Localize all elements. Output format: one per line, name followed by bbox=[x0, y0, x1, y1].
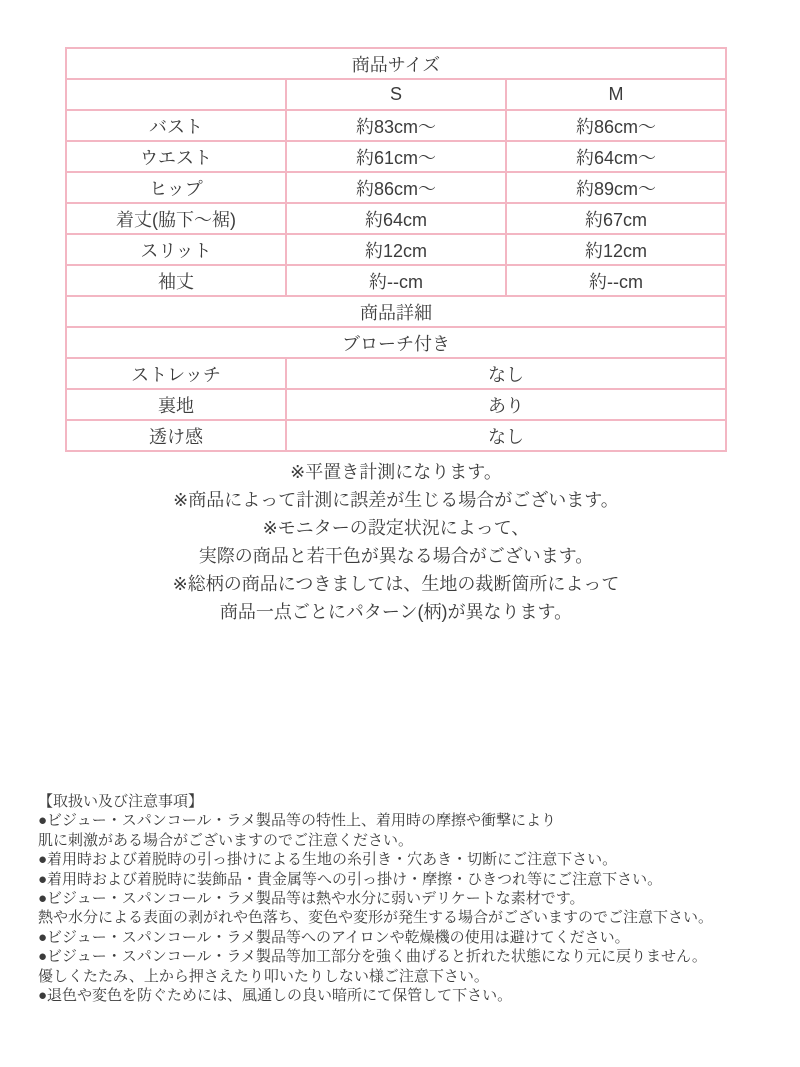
row-label: バスト bbox=[66, 110, 286, 141]
details-header: 商品詳細 bbox=[66, 296, 726, 327]
table-row-hip bbox=[66, 172, 726, 203]
row-label: 透け感 bbox=[66, 420, 286, 451]
measurement-note-line: ※商品によって計測に誤差が生じる場合がございます。 bbox=[173, 490, 619, 510]
handling-note-line: ●着用時および着脱時の引っ掛けによる生地の糸引き・穴あき・切断にご注意下さい。 bbox=[38, 851, 618, 869]
measurement-notes bbox=[65, 458, 727, 626]
measurement-note-line: ※モニターの設定状況によって、 bbox=[262, 518, 530, 538]
handling-note-line: ●ビジュー・スパンコール・ラメ製品等へのアイロンや乾燥機の使用は避けてください。 bbox=[38, 928, 630, 946]
table-row-stretch bbox=[66, 358, 726, 389]
row-value-m: 約86cm〜 bbox=[506, 110, 726, 141]
row-value-s: 約61cm〜 bbox=[286, 141, 506, 172]
row-label: ヒップ bbox=[66, 172, 286, 203]
handling-note-line: ●ビジュー・スパンコール・ラメ製品等の特性上、着用時の摩擦や衝撃により bbox=[38, 812, 557, 830]
table-row-title bbox=[66, 48, 726, 79]
table-row-bust bbox=[66, 110, 726, 141]
row-label: 裏地 bbox=[66, 389, 286, 420]
row-value-m: 約89cm〜 bbox=[506, 172, 726, 203]
table-row-details-feature bbox=[66, 327, 726, 358]
table-row-waist bbox=[66, 141, 726, 172]
row-value-m: 約12cm bbox=[506, 234, 726, 265]
row-value: あり bbox=[286, 389, 726, 420]
row-value-s: 約86cm〜 bbox=[286, 172, 506, 203]
handling-notes-title: 【取扱い及び注意事項】 bbox=[38, 793, 204, 810]
row-label: ストレッチ bbox=[66, 358, 286, 389]
size-table-title: 商品サイズ bbox=[66, 48, 726, 79]
details-feature: ブローチ付き bbox=[66, 327, 726, 358]
handling-note-line: 優しくたたみ、上から押さえたり叩いたりしない様ご注意下さい。 bbox=[38, 967, 489, 985]
table-row-columns bbox=[66, 79, 726, 110]
table-row-sleeve bbox=[66, 265, 726, 296]
product-size-table bbox=[65, 47, 727, 452]
table-row-length bbox=[66, 203, 726, 234]
row-value-m: 約67cm bbox=[506, 203, 726, 234]
table-row-lining bbox=[66, 389, 726, 420]
measurement-note-line: ※総柄の商品につきましては、生地の裁断箇所によって bbox=[172, 574, 620, 594]
handling-note-line: 肌に刺激がある場合がございますのでご注意ください。 bbox=[38, 831, 414, 849]
size-column-m: M bbox=[506, 79, 726, 110]
row-value-m: 約--cm bbox=[506, 265, 726, 296]
handling-note-line: ●ビジュー・スパンコール・ラメ製品等加工部分を強く曲げると折れた状態になり元に戻りません。 bbox=[38, 948, 707, 966]
table-row-sheerness bbox=[66, 420, 726, 451]
handling-note-line: 熱や水分による表面の剥がれや色落ち、変色や変形が発生する場合がございますのでご注意下さい。 bbox=[38, 909, 714, 927]
row-value-s: 約--cm bbox=[286, 265, 506, 296]
row-label: スリット bbox=[66, 234, 286, 265]
size-column-empty-cell bbox=[66, 79, 286, 110]
row-label: 着丈(脇下〜裾) bbox=[66, 203, 286, 234]
row-value-s: 約83cm〜 bbox=[286, 110, 506, 141]
row-label: ウエスト bbox=[66, 141, 286, 172]
handling-note-line: ●ビジュー・スパンコール・ラメ製品等は熱や水分に弱いデリケートな素材です。 bbox=[38, 890, 585, 908]
table-row-details-header bbox=[66, 296, 726, 327]
measurement-note-line: 商品一点ごとにパターン(柄)が異なります。 bbox=[219, 602, 573, 622]
row-value-m: 約64cm〜 bbox=[506, 141, 726, 172]
size-column-s: S bbox=[286, 79, 506, 110]
handling-and-caution-notes bbox=[38, 792, 713, 1005]
row-value: なし bbox=[286, 358, 726, 389]
row-value: なし bbox=[286, 420, 726, 451]
measurement-note-line: ※平置き計測になります。 bbox=[290, 462, 502, 482]
row-value-s: 約12cm bbox=[286, 234, 506, 265]
table-row-slit bbox=[66, 234, 726, 265]
handling-note-line: ●退色や変色を防ぐためには、風通しの良い暗所にて保管して下さい。 bbox=[38, 987, 513, 1005]
row-label: 袖丈 bbox=[66, 265, 286, 296]
row-value-s: 約64cm bbox=[286, 203, 506, 234]
measurement-note-line: 実際の商品と若干色が異なる場合がございます。 bbox=[198, 546, 594, 566]
handling-note-line: ●着用時および着脱時に装飾品・貴金属等への引っ掛け・摩擦・ひきつれ等にご注意下さい。 bbox=[38, 870, 663, 888]
